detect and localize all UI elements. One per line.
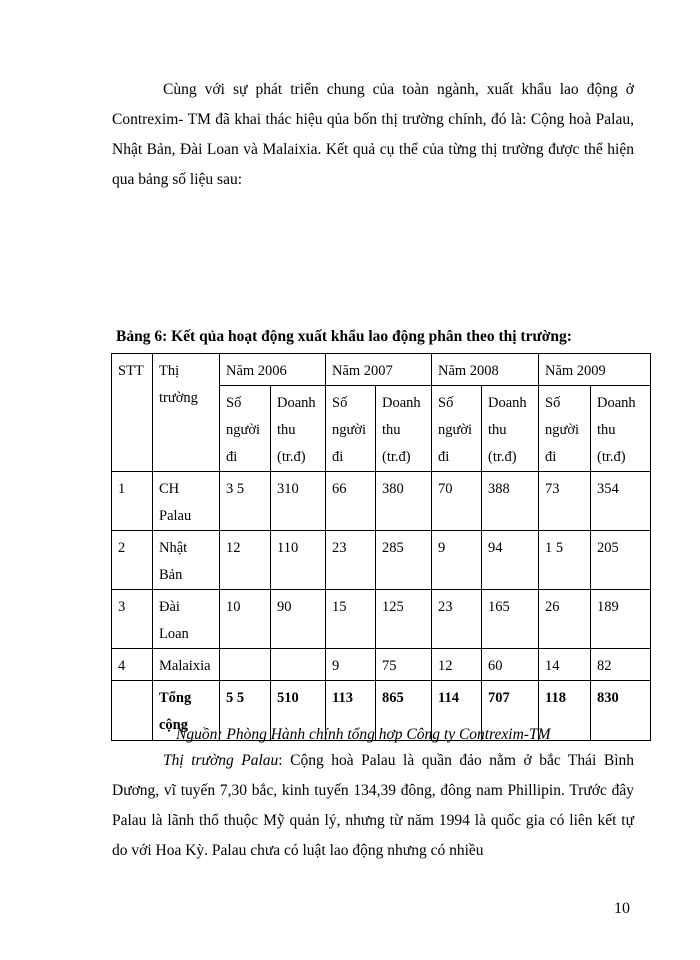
cell-value: 380 [376, 472, 432, 531]
total-value: 5 5 [220, 681, 271, 741]
header-market: Thị trường [153, 354, 220, 472]
header-stt: STT [112, 354, 153, 472]
total-value: 118 [539, 681, 591, 741]
palau-paragraph [112, 746, 634, 866]
table-row [112, 472, 651, 531]
cell-value [220, 649, 271, 681]
cell-value: 14 [539, 649, 591, 681]
source-note: Nguồn: Phòng Hành chính tổng hợp Công ty Contrexim-TM [176, 726, 551, 743]
cell-value: 73 [539, 472, 591, 531]
header-year-2008: Năm 2008 [432, 354, 539, 386]
row-market: Malaixia [153, 649, 220, 681]
cell-value: 66 [326, 472, 376, 531]
table-row [112, 531, 651, 590]
cell-value: 90 [271, 590, 326, 649]
market-results-table [111, 353, 651, 741]
row-market: Nhật Bản [153, 531, 220, 590]
total-value: 114 [432, 681, 482, 741]
total-label: Tổng cộng [153, 681, 220, 741]
subheader-people: Số người đi [539, 386, 591, 472]
cell-value: 75 [376, 649, 432, 681]
cell-value: 12 [220, 531, 271, 590]
subheader-people: Số người đi [220, 386, 271, 472]
table-row [112, 590, 651, 649]
header-year-2007: Năm 2007 [326, 354, 432, 386]
cell-value: 12 [432, 649, 482, 681]
cell-value: 94 [482, 531, 539, 590]
header-year-2009: Năm 2009 [539, 354, 651, 386]
subheader-revenue: Doanh thu (tr.đ) [591, 386, 651, 472]
cell-value: 205 [591, 531, 651, 590]
page-number: 10 [614, 900, 630, 917]
table-row [112, 649, 651, 681]
header-year-2006: Năm 2006 [220, 354, 326, 386]
total-value: 865 [376, 681, 432, 741]
row-market: CH Palau [153, 472, 220, 531]
cell-value: 110 [271, 531, 326, 590]
palau-lead: Thị trường Palau [163, 752, 279, 769]
cell-value: 10 [220, 590, 271, 649]
total-value: 830 [591, 681, 651, 741]
cell-value: 310 [271, 472, 326, 531]
total-stt-empty [112, 681, 153, 741]
row-stt: 3 [112, 590, 153, 649]
cell-value: 354 [591, 472, 651, 531]
subheader-revenue: Doanh thu (tr.đ) [482, 386, 539, 472]
palau-text: : Cộng hoà Palau là quần đảo nằm ở bắc Thái Bình Dương, vĩ tuyến 7,30 bắc, kinh tuyến 134,39 đông, đông nam Phillipin. Trước đây Palau là lãnh thổ thuộc Mỹ quản lý, nhưng từ năm 1994 là quốc gia có liên kết tự do với Hoa Kỳ. Palau chưa có luật lao động nhưng có nhiều [112, 752, 634, 859]
subheader-revenue: Doanh thu (tr.đ) [271, 386, 326, 472]
cell-value: 70 [432, 472, 482, 531]
total-value: 707 [482, 681, 539, 741]
cell-value: 189 [591, 590, 651, 649]
cell-value: 15 [326, 590, 376, 649]
cell-value: 26 [539, 590, 591, 649]
row-stt: 2 [112, 531, 153, 590]
cell-value: 23 [432, 590, 482, 649]
cell-value: 165 [482, 590, 539, 649]
row-stt: 4 [112, 649, 153, 681]
row-market: Đài Loan [153, 590, 220, 649]
cell-value [271, 649, 326, 681]
total-value: 113 [326, 681, 376, 741]
cell-value: 1 5 [539, 531, 591, 590]
total-value: 510 [271, 681, 326, 741]
cell-value: 9 [432, 531, 482, 590]
cell-value: 9 [326, 649, 376, 681]
cell-value: 125 [376, 590, 432, 649]
cell-value: 3 5 [220, 472, 271, 531]
cell-value: 388 [482, 472, 539, 531]
subheader-revenue: Doanh thu (tr.đ) [376, 386, 432, 472]
subheader-people: Số người đi [432, 386, 482, 472]
table-caption: Bảng 6: Kết qủa hoạt động xuất khẩu lao động phân theo thị trường: [116, 328, 572, 345]
intro-paragraph: Cùng với sự phát triển chung của toàn ngành, xuất khẩu lao động ở Contrexim- TM đã khai thác hiệu qủa bốn thị trường chính, đó là: Cộng hoà Palau, Nhật Bản, Đài Loan và Malaixia. Kết quả cụ thể của từng thị trường được thể hiện qua bảng số liệu sau: [112, 81, 634, 188]
cell-value: 82 [591, 649, 651, 681]
cell-value: 285 [376, 531, 432, 590]
cell-value: 23 [326, 531, 376, 590]
row-stt: 1 [112, 472, 153, 531]
cell-value: 60 [482, 649, 539, 681]
subheader-people: Số người đi [326, 386, 376, 472]
